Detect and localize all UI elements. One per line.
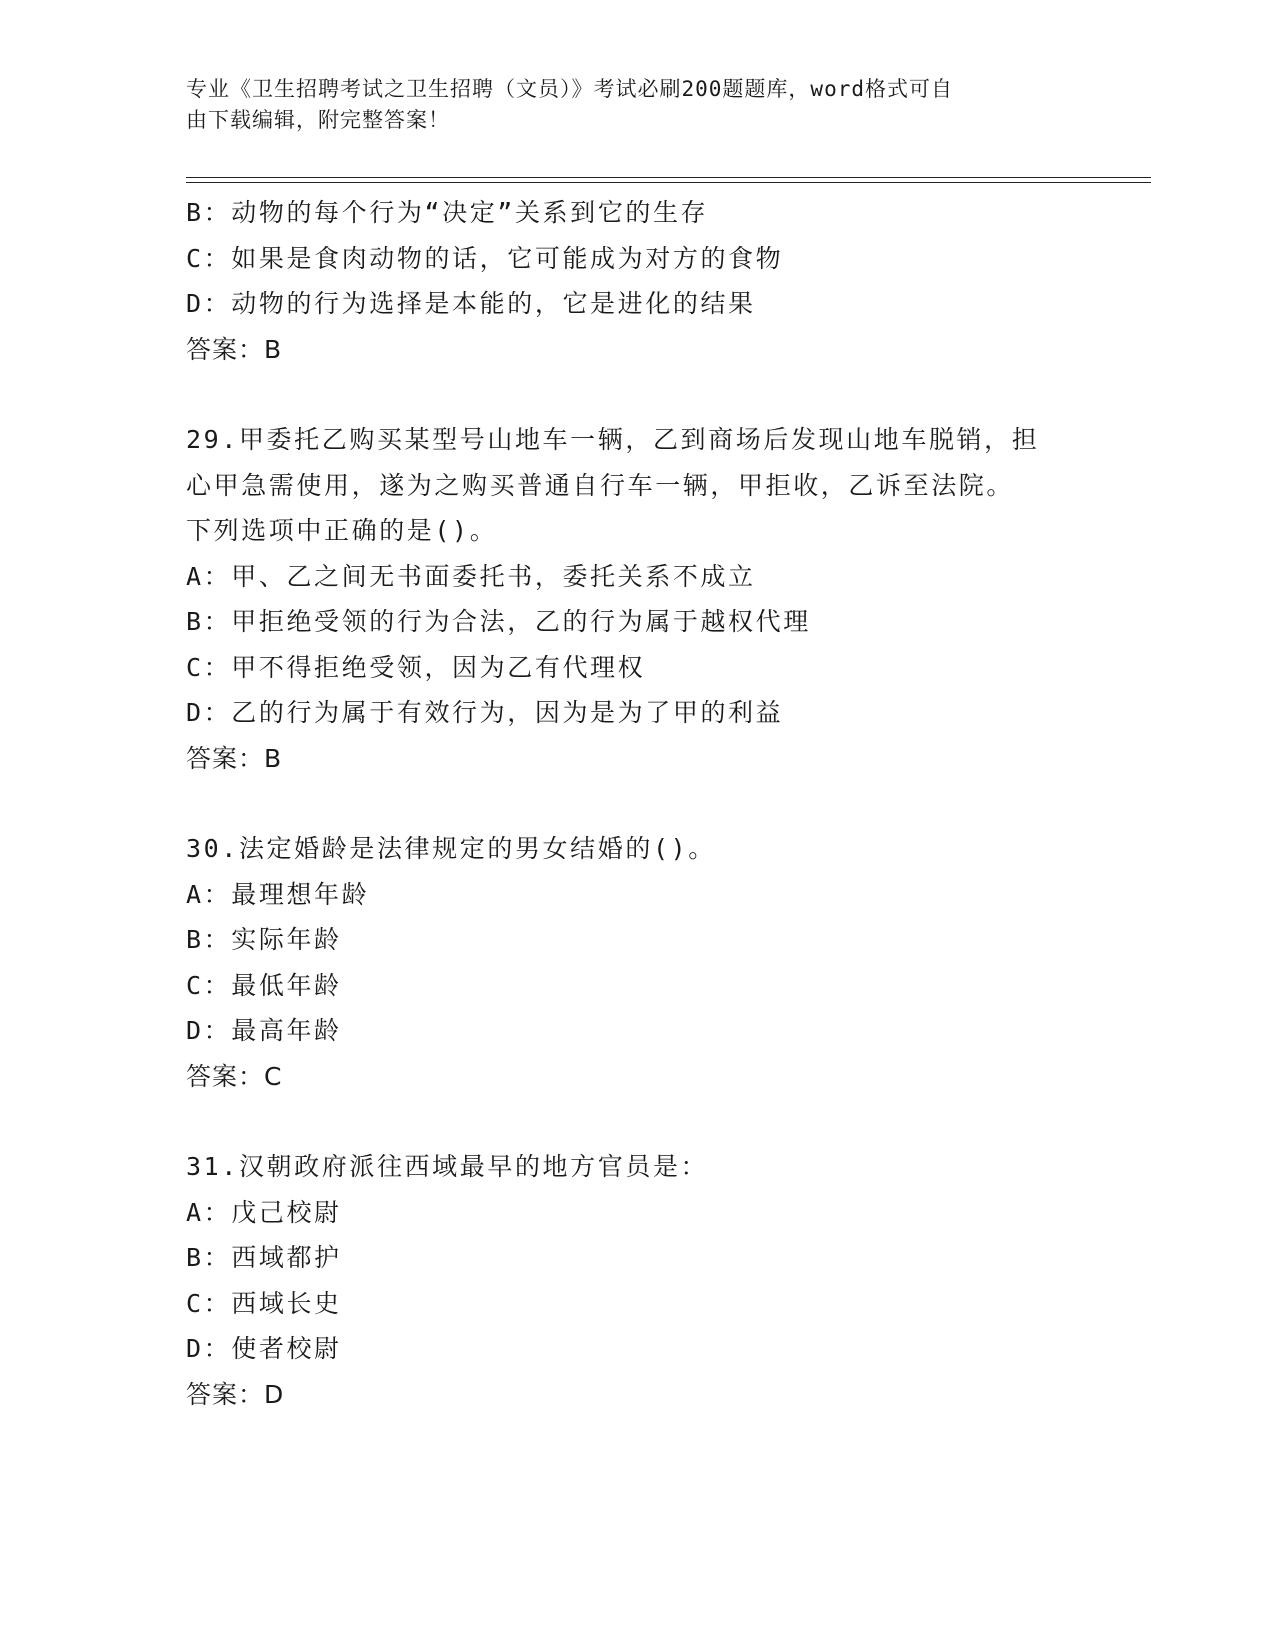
question-29 xyxy=(186,417,1146,781)
spacer xyxy=(186,1099,1146,1144)
option-a: A：戊己校尉 xyxy=(186,1197,342,1227)
document-body xyxy=(186,190,1146,1417)
question-stem-line: 下列选项中正确的是()。 xyxy=(186,516,498,545)
option-a: A：甲、乙之间无书面委托书，委托关系不成立 xyxy=(186,561,756,591)
option-d: D：最高年龄 xyxy=(186,1016,342,1045)
spacer xyxy=(186,372,1146,417)
option-d: D：乙的行为属于有效行为，因为是为了甲的利益 xyxy=(186,698,784,727)
question-stem-line: 心甲急需使用，遂为之购买普通自行车一辆，甲拒收，乙诉至法院。 xyxy=(186,470,1015,500)
question-stem-line: 31.汉朝政府派往西域最早的地方官员是： xyxy=(186,1152,709,1181)
header-rule-bottom xyxy=(186,182,1151,183)
option-a: A：最理想年龄 xyxy=(186,879,370,909)
option-c: C：西域长史 xyxy=(186,1288,342,1318)
answer-line: 答案：D xyxy=(186,1379,285,1409)
continued-question xyxy=(186,190,1146,372)
option-b: B：实际年龄 xyxy=(186,925,342,954)
answer-line: 答案：C xyxy=(186,1061,283,1091)
option-c: C：如果是食肉动物的话，它可能成为对方的食物 xyxy=(186,243,784,273)
spacer xyxy=(186,781,1146,826)
question-31 xyxy=(186,1144,1146,1417)
header-rule-top xyxy=(186,177,1151,178)
header-line-1: 专业《卫生招聘考试之卫生招聘（文员）》考试必刷200题题库，word格式可自 xyxy=(186,77,953,101)
option-d: D：使者校尉 xyxy=(186,1334,342,1363)
option-c: C：最低年龄 xyxy=(186,970,342,1000)
answer-line: 答案：B xyxy=(186,743,283,773)
document-header xyxy=(186,74,1066,136)
option-b: B：西域都护 xyxy=(186,1243,342,1272)
option-c: C：甲不得拒绝受领，因为乙有代理权 xyxy=(186,652,646,682)
question-stem-line: 29.甲委托乙购买某型号山地车一辆，乙到商场后发现山地车脱销，担 xyxy=(186,425,1040,454)
option-b: B：动物的每个行为“决定”关系到它的生存 xyxy=(186,198,709,227)
option-b: B：甲拒绝受领的行为合法，乙的行为属于越权代理 xyxy=(186,607,811,636)
answer-line: 答案：B xyxy=(186,334,283,364)
question-30 xyxy=(186,826,1146,1099)
header-line-2: 由下载编辑，附完整答案！ xyxy=(186,108,450,132)
option-d: D：动物的行为选择是本能的，它是进化的结果 xyxy=(186,289,756,318)
question-stem-line: 30.法定婚龄是法律规定的男女结婚的()。 xyxy=(186,834,716,863)
